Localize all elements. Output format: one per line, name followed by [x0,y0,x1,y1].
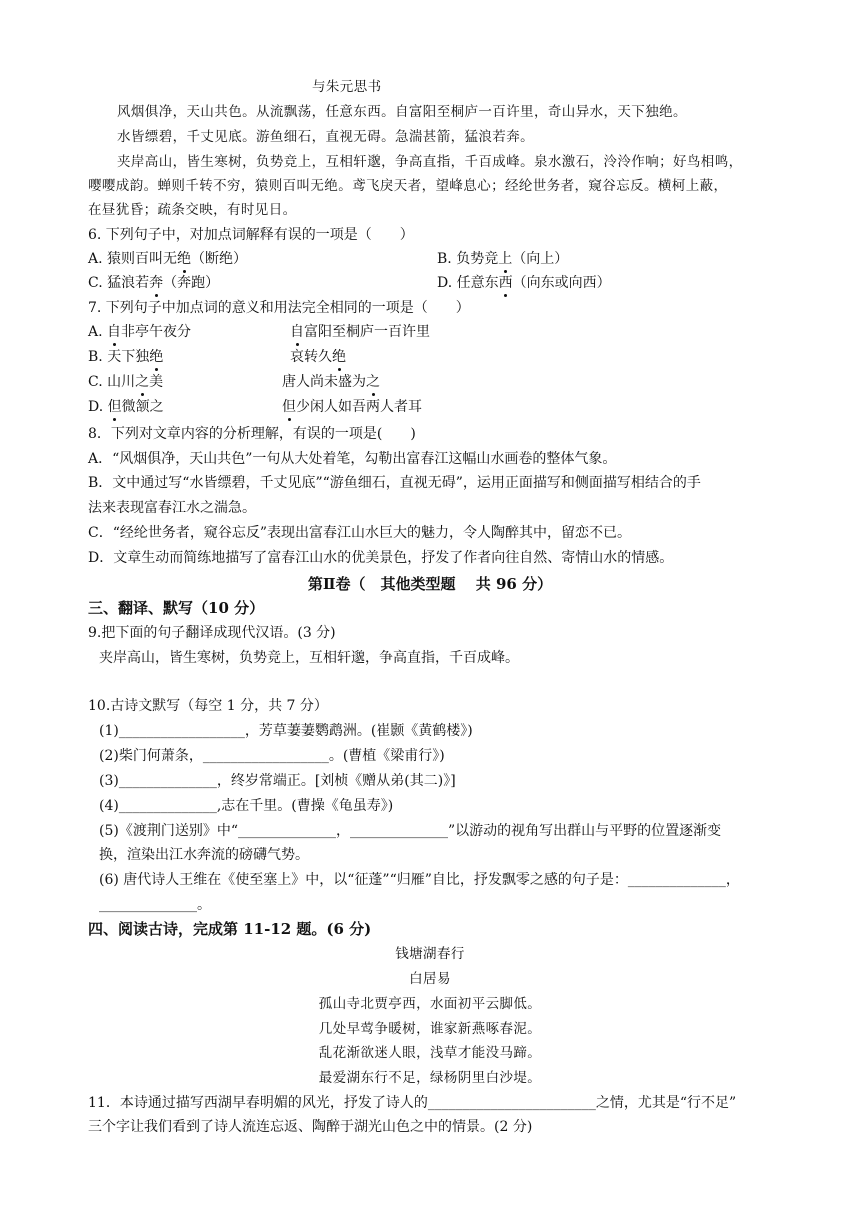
q9-text: 夹岸高山，皆生寒树，负势竞上，互相轩邈，争高直指，千百成峰。 [99,650,519,666]
q10-item-6-line-2: ______________。 [99,897,211,913]
q7-option-d-right: 但少闲人如吾两人者耳 [282,399,422,415]
q7-option-c-left: C. 山川之美 [88,374,164,390]
poem-title: 钱塘湖春行 [395,946,465,962]
q10-item-4: (4)______________,志在千里。(曹操《龟虽寿》) [99,798,394,814]
q6-stem: 6. 下列句子中，对加点词解释有误的一项是（ ） [88,227,414,243]
q7-option-c-right: 唐人尚未盛为之 [282,374,380,390]
poem-line-4: 最爱湖东行不足，绿杨阴里白沙堤。 [318,1070,542,1086]
q6-option-b: B. 负势竞上（向上） [437,251,569,267]
poem-line-2: 几处早莺争暖树，谁家新燕啄春泥。 [318,1021,542,1037]
q10-stem: 10.古诗文默写（每空 1 分，共 7 分） [88,698,328,714]
q9-stem: 9.把下面的句子翻译成现代汉语。(3 分) [88,625,336,641]
q8-option-a: A．“风烟俱净，天山共色”一句从大处着笔，勾勒出富春江这幅山水画卷的整体气象。 [88,451,617,467]
poem-line-1: 孤山寺北贾亭西，水面初平云脚低。 [318,996,542,1012]
q8-stem: 8．下列对文章内容的分析理解，有误的一项是( ) [88,426,416,442]
q10-item-5-line-1: (5)《渡荆门送别》中“______________，______________”以游动的视角写出群山与平野的位置逐渐变 [99,823,722,839]
passage-paragraph-3-line-2: 嘤嘤成韵。蝉则千转不穷，猿则百叫无绝。鸢飞戾天者，望峰息心；经纶世务者，窥谷忘反。横柯上蔽， [88,178,728,194]
passage-paragraph-1: 风烟俱净，天山共色。从流飘荡，任意东西。自富阳至桐庐一百许里，奇山异水，天下独绝。 [117,104,687,120]
q8-option-c: C．“经纶世务者，窥谷忘反”表现出富春江山水巨大的魅力，令人陶醉其中，留恋不已。 [88,525,632,541]
q7-option-b-left: B. 天下独绝 [88,349,164,365]
q10-item-6-line-1: (6) 唐代诗人王维在《使至塞上》中，以“征蓬”“归雁”自比，抒发飘零之感的句子是：______________， [99,872,740,888]
poem-author: 白居易 [409,971,451,987]
passage-paragraph-3-line-3: 在昼犹昏；疏条交映，有时见日。 [88,202,297,218]
q11-line-1: 11．本诗通过描写西湖早春明媚的风光，抒发了诗人的________________________之情，尤其是“行不足” [88,1095,737,1111]
section-4-heading: 四、阅读古诗，完成第 11-12 题。(6 分) [88,920,372,938]
q6-option-c: C. 猛浪若奔（奔跑） [88,275,220,291]
section-3-heading: 三、翻译、默写（10 分） [88,599,265,617]
q8-option-b-line-2: 法来表现富春江水之湍急。 [88,500,256,516]
q7-stem: 7. 下列句子中加点词的意义和用法完全相同的一项是（ ） [88,300,470,316]
q7-option-a-right: 自富阳至桐庐一百许里 [290,324,430,340]
q6-option-d: D. 任意东西（向东或向西） [437,275,611,291]
passage-paragraph-2: 水皆缥碧，千丈见底。游鱼细石，直视无碍。急湍甚箭，猛浪若奔。 [117,129,534,145]
q10-item-3: (3)______________，终岁常端正。[刘桢《赠从弟(其二)》] [99,773,456,789]
q6-option-a: A. 猿则百叫无绝（断绝） [88,251,248,267]
passage-paragraph-3-line-1: 夹岸高山，皆生寒树，负势竞上，互相轩邈，争高直指，千百成峰。泉水激石，泠泠作响；好鸟相鸣， [117,154,743,170]
q10-item-5-line-2: 换，渲染出江水奔流的磅礴气势。 [99,847,309,863]
q10-item-1: (1)__________________，芳草萋萋鹦鹉洲。(崔颢《黄鹤楼》) [99,723,473,739]
q11-line-2: 三个字让我们看到了诗人流连忘返、陶醉于湖光山色之中的情景。(2 分) [88,1119,533,1135]
part-2-title: 第Ⅱ卷（ 其他类型题 共 96 分） [307,575,553,593]
q8-option-d: D．文章生动而简练地描写了富春江山水的优美景色，抒发了作者向往自然、寄情山水的情感。 [88,550,674,566]
q7-option-b-right: 哀转久绝 [290,349,346,365]
q7-option-a-left: A. 自非亭午夜分 [88,324,192,340]
q7-option-d-left: D. 但微颔之 [88,399,164,415]
q10-item-2: (2)柴门何萧条，__________________。(曹植《梁甫行》) [99,748,445,764]
poem-line-3: 乱花渐欲迷人眼，浅草才能没马蹄。 [318,1045,542,1061]
passage-title: 与朱元思书 [312,79,382,95]
q8-option-b-line-1: B．文中通过写“水皆缥碧，千丈见底”“游鱼细石，直视无碍”，运用正面描写和侧面描写相结合的手 [88,475,701,491]
